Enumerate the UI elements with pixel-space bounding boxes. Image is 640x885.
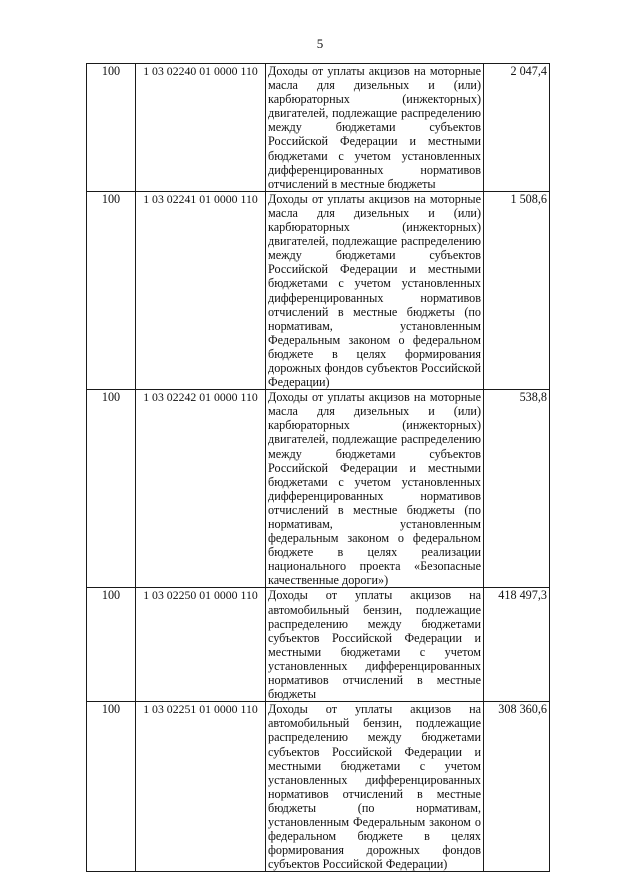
revenue-name-cell: Доходы от уплаты акцизов на моторные масла для дизельных и (или) карбюраторных (инжекторных) двигателей, подлежащие распределению между бюджетами субъектов Российской Федерации и местными бюджетами с учетом установленных дифференцированных нормативов отчислений в местные бюджеты (по нормативам, установленным Федеральным законом о федеральном бюджете в целях формирования дорожных фондов субъектов Российской Федерации) [266, 191, 484, 389]
budget-classification-code-cell: 1 03 02251 01 0000 110 [136, 702, 266, 872]
amount-cell: 418 497,3 [484, 588, 550, 702]
admin-code-cell: 100 [87, 390, 136, 588]
budget-classification-code-cell: 1 03 02242 01 0000 110 [136, 390, 266, 588]
page-number: 5 [316, 36, 324, 51]
admin-code-cell: 100 [87, 588, 136, 702]
amount-cell: 538,8 [484, 390, 550, 588]
amount-cell: 1 508,6 [484, 191, 550, 389]
table-row [87, 588, 550, 702]
admin-code-cell: 100 [87, 64, 136, 192]
table-row [87, 390, 550, 588]
table-row [87, 64, 550, 192]
revenue-table [86, 63, 550, 872]
amount-cell: 2 047,4 [484, 64, 550, 192]
budget-classification-code-cell: 1 03 02250 01 0000 110 [136, 588, 266, 702]
amount-cell: 308 360,6 [484, 702, 550, 872]
table-row [87, 191, 550, 389]
budget-classification-code-cell: 1 03 02240 01 0000 110 [136, 64, 266, 192]
revenue-name-cell: Доходы от уплаты акцизов на моторные масла для дизельных и (или) карбюраторных (инжекторных) двигателей, подлежащие распределению между бюджетами субъектов Российской Федерации и местными бюджетами с учетом установленных дифференцированных нормативов отчислений в местные бюджеты [266, 64, 484, 192]
table-row [87, 702, 550, 872]
budget-classification-code-cell: 1 03 02241 01 0000 110 [136, 191, 266, 389]
admin-code-cell: 100 [87, 191, 136, 389]
revenue-name-cell: Доходы от уплаты акцизов на автомобильный бензин, подлежащие распределению между бюджетами субъектов Российской Федерации и местными бюджетами с учетом установленных дифференцированных нормативов отчислений в местные бюджеты (по нормативам, установленным Федеральным законом о федеральном бюджете в целях формирования дорожных фондов субъектов Российской Федерации) [266, 702, 484, 872]
revenue-name-cell: Доходы от уплаты акцизов на автомобильный бензин, подлежащие распределению между бюджетами субъектов Российской Федерации и местными бюджетами с учетом установленных дифференцированных нормативов отчислений в местные бюджеты [266, 588, 484, 702]
admin-code-cell: 100 [87, 702, 136, 872]
revenue-name-cell: Доходы от уплаты акцизов на моторные масла для дизельных и (или) карбюраторных (инжекторных) двигателей, подлежащие распределению между бюджетами субъектов Российской Федерации и местными бюджетами с учетом установленных дифференцированных нормативов отчислений в местные бюджеты (по нормативам, установленным федеральным законом о федеральном бюджете в целях реализации национального проекта «Безопасные качественные дороги») [266, 390, 484, 588]
